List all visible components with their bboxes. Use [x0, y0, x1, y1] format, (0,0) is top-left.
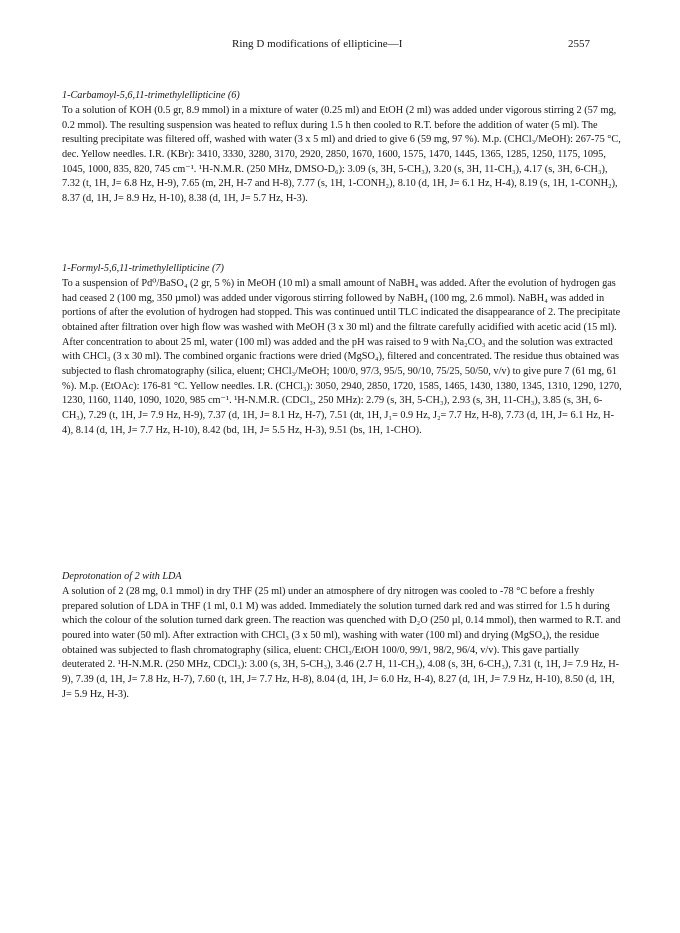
- page-number: 2557: [568, 38, 590, 50]
- section-body: To a solution of KOH (0.5 gr, 8.9 mmol) in a mixture of water (0.25 ml) and EtOH (2 ml) was added under vigorous stirring 2 (57 mg, 0.2 mmol). The resulting suspension was heated to reflux during 1.5 h then cooled to R.T. before the addition of water (5 ml). The resulting precipitate was filtered off, washed with water (3 x 5 ml) and dried to give 6 (59 mg, 97 %). M.p. (CHCl₃/MeOH): 267-75 °C, dec. Yellow needles. I.R. (KBr): 3410, 3330, 3280, 3170, 2920, 2850, 1670, 1600, 1575, 1470, 1445, 1365, 1285, 1250, 1175, 1095, 1045, 1000, 835, 820, 745 cm⁻¹. ¹H-N.M.R. (250 MHz, DMSO-D₆): 3.09 (s, 3H, 5-CH₃), 3.20 (s, 3H, 11-CH₃), 4.17 (s, 3H, 6-CH₃), 7.32 (t, 1H, J= 6.8 Hz, H-9), 7.65 (m, 2H, H-7 and H-8), 7.77 (s, 1H, 1-CONH₂), 8.10 (d, 1H, J= 6.1 Hz, H-4), 8.19 (s, 1H, 1-CONH₂), 8.37 (d, 1H, J= 8.9 Hz, H-10), 8.38 (d, 1H, J= 5.7 Hz, H-3).: [62, 105, 621, 204]
- section-deprotonation-lda: [62, 570, 622, 702]
- section-body: A solution of 2 (28 mg, 0.1 mmol) in dry THF (25 ml) under an atmosphere of dry nitrogen was cooled to -78 °C before a freshly prepared solution of LDA in THF (1 ml, 0.1 M) was added. Immediately the solution turned dark red and was stirred for 1.5 h during which the colour of the solution turned dark green. The reaction was quenched with D₂O (250 µl, 0.14 mmol), then warmed to R.T. and poured into water (50 ml). After extraction with CHCl₃ (3 x 50 ml), washing with water (100 ml) and drying (MgSO₄), the residue obtained was subjected to flash chromatography (silica, eluent: CHCl₃/EtOH 100/0, 99/1, 98/2, 96/4, v/v). This gave partially deuterated 2. ¹H-N.M.R. (250 MHz, CDCl₃): 3.00 (s, 3H, 5-CH₃), 3.46 (2.7 H, 11-CH₃), 4.08 (s, 3H, 6-CH₃), 7.31 (t, 1H, J= 7.9 Hz, H-9), 7.39 (d, 1H, J= 7.8 Hz, H-7), 7.60 (t, 1H, J= 7.7 Hz, H-8), 8.04 (d, 1H, J= 6.0 Hz, H-4), 8.27 (d, 1H, J= 7.9 Hz, H-10), 8.50 (d, 1H, J= 5.9 Hz, H-3).: [62, 586, 621, 700]
- section-body: To a suspension of Pd⁰/BaSO₄ (2 gr, 5 %) in MeOH (10 ml) a small amount of NaBH₄ was added. After the evolution of hydrogen gas had ceased 2 (100 mg, 350 µmol) was added under vigorous stirring followed by NaBH₄ (100 mg, 2.6 mmol). NaBH₄ was added in portions of after the evolution of hydrogen had stopped. This was continued until TLC indicated the disappearance of 2. The precipitate obtained after filtration over high flow was washed with MeOH (3 x 30 ml) and the filtrate carefully acidified with acetic acid (15 ml). After concentration to about 25 ml, water (100 ml) was added and the pH was raised to 9 with Na₂CO₃ and the solution was extracted with CHCl₃ (3 x 30 ml). The combined organic fractions were dried (MgSO₄), filtered and concentrated. The residue thus obtained was subjected to flash chromatography (silica, eluent; CHCl₃/MeOH; 100/0, 97/3, 95/5, 90/10, 75/25, 50/50, v/v) to give pure 7 (61 mg, 61 %). M.p. (EtOAc): 176-81 °C. Yellow needles. I.R. (CHCl₃): 3050, 2940, 2850, 1720, 1585, 1465, 1430, 1380, 1345, 1310, 1290, 1270, 1230, 1160, 1140, 1090, 1020, 985 cm⁻¹. ¹H-N.M.R. (CDCl₃, 250 MHz): 2.79 (s, 3H, 5-CH₃), 2.93 (s, 3H, 11-CH₃), 3.85 (s, 3H, 6-CH₃), 7.29 (t, 1H, J= 7.9 Hz, H-9), 7.37 (d, 1H, J= 8.1 Hz, H-7), 7.51 (dt, 1H, J₁= 0.9 Hz, J₂= 7.7 Hz, H-8), 7.73 (d, 1H, J= 6.1 Hz, H-4), 8.14 (d, 1H, J= 7.7 Hz, H-10), 8.42 (bd, 1H, J= 5.5 Hz, H-3), 9.51 (bs, 1H, 1-CHO).: [62, 278, 622, 436]
- running-title: Ring D modifications of ellipticine—I: [232, 38, 403, 50]
- section-formyl-compound-7: [62, 262, 622, 438]
- section-heading: 1-Carbamoyl-5,6,11-trimethylellipticine (6): [62, 90, 240, 101]
- section-carbamoyl-compound-6: [62, 89, 622, 207]
- section-heading: Deprotonation of 2 with LDA: [62, 571, 182, 582]
- section-heading: 1-Formyl-5,6,11-trimethylellipticine (7): [62, 263, 224, 274]
- running-head: [0, 38, 680, 54]
